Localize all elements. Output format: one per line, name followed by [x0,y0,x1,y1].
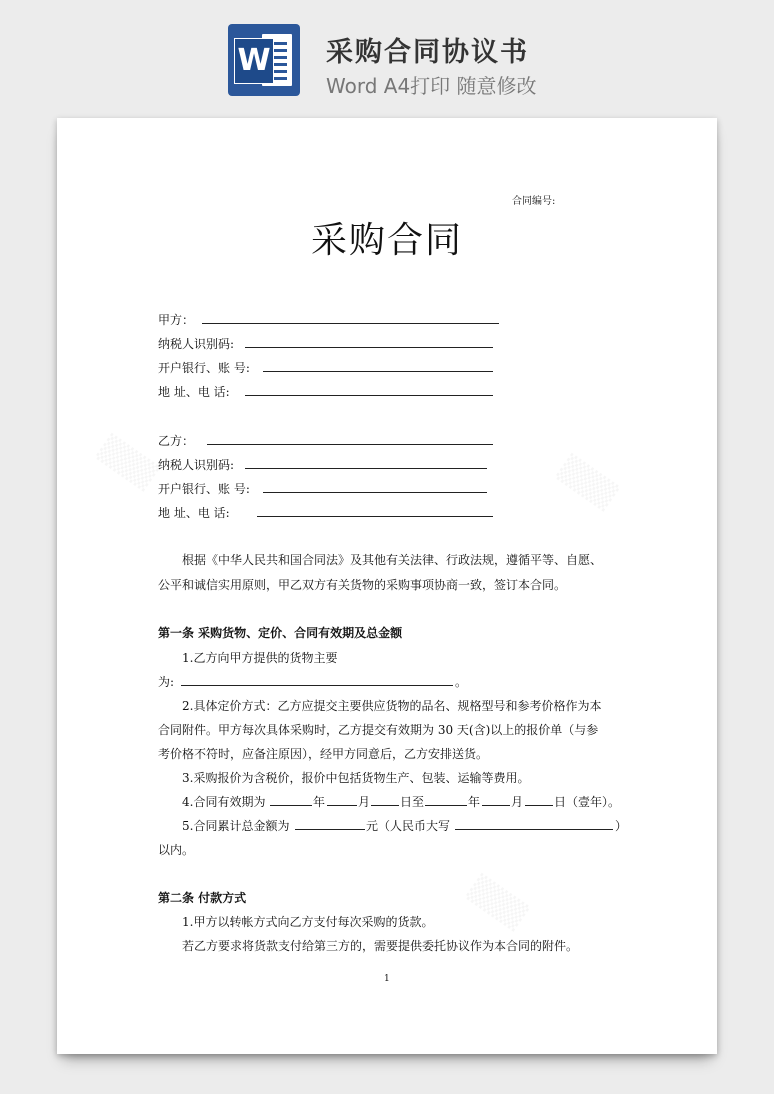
amount-words-blank [455,829,613,830]
start-year-label: 年 [313,795,326,809]
article-1-item-2-line-1: 2.具体定价方式：乙方应提交主要供应货物的品名、规格型号和参考价格作为本 [182,699,602,713]
intro-line-1: 根据《中华人民共和国合同法》及其他有关法律、行政法规，遵循平等、自愿、 [182,553,603,567]
party-b-tax-id-label: 纳税人识别码: [158,458,235,472]
party-a-bank-label: 开户银行、账 号: [158,361,250,375]
article-1-item-2-line-2: 合同附件。甲方每次具体采购时，乙方提交有效期为 30 天(含)以上的报价单（与参 [158,723,599,737]
page-number: 1 [384,974,390,984]
article-2-line-2: 若乙方要求将货款支付给第三方的，需要提供委托协议作为本合同的附件。 [182,939,579,953]
article-1-item-1-prefix: 为: [158,675,175,689]
article-1-item-5-prefix: 5.合同累计总金额为 [182,819,290,833]
article-1-item-1-suffix: 。 [455,675,468,689]
party-b-address-blank [257,516,493,517]
start-month-blank [327,805,357,806]
article-2-line-1: 1.甲方以转帐方式向乙方支付每次采购的货款。 [182,915,434,929]
contract-number-label: 合同编号: [512,196,556,207]
start-day-label: 日至 [400,795,425,809]
party-a-label: 甲方： [158,313,195,327]
party-a-blank [202,323,499,324]
end-year-blank [425,805,467,806]
end-month-label: 月 [511,795,524,809]
party-a-address-label: 地 址、电 话: [158,385,230,399]
article-1-item-2-line-3: 考价格不符时，应备注原因），经甲方同意后，乙方安排送货。 [158,747,489,761]
document-page [57,118,717,1054]
watermark [464,874,530,933]
total-amount-blank [295,829,365,830]
watermark [554,454,620,513]
article-1-item-4-prefix: 4.合同有效期为 [182,795,266,809]
start-day-blank [371,805,399,806]
end-day-blank [525,805,553,806]
article-1-item-5-tail: 以内。 [158,843,195,857]
banner-subtitle: Word A4打印 随意修改 [326,74,537,98]
start-month-label: 月 [358,795,371,809]
article-1-item-5-mid: 元（人民币大写 [366,819,451,833]
article-1-item-5-end: ） [615,819,628,833]
end-year-label: 年 [468,795,481,809]
header-banner [0,0,774,110]
watermark [94,434,160,493]
document-title: 采购合同 [310,220,463,261]
party-a-address-blank [245,395,493,396]
party-b-blank [207,444,493,445]
end-day-label: 日（壹年）。 [554,795,621,809]
intro-line-2: 公平和诚信实用原则，甲乙双方有关货物的采购事项协商一致，签订本合同。 [158,578,567,592]
party-b-bank-blank [263,492,487,493]
start-year-blank [270,805,312,806]
word-icon: W [228,24,300,96]
party-a-tax-id-blank [245,347,493,348]
article-2-heading: 第二条 付款方式 [158,891,247,905]
article-1-item-3: 3.采购报价为含税价，报价中包括货物生产、包装、运输等费用。 [182,771,530,785]
end-month-blank [482,805,510,806]
party-b-address-label: 地 址、电 话: [158,506,230,520]
article-1-item-1-blank [181,685,453,686]
article-1-item-1: 1.乙方向甲方提供的货物主要 [182,651,338,665]
party-b-label: 乙方： [158,434,195,448]
party-a-tax-id-label: 纳税人识别码: [158,337,235,351]
party-a-bank-blank [263,371,493,372]
article-1-heading: 第一条 采购货物、定价、合同有效期及总金额 [158,626,403,640]
banner-title: 采购合同协议书 [326,37,529,68]
party-b-tax-id-blank [245,468,487,469]
party-b-bank-label: 开户银行、账 号: [158,482,250,496]
